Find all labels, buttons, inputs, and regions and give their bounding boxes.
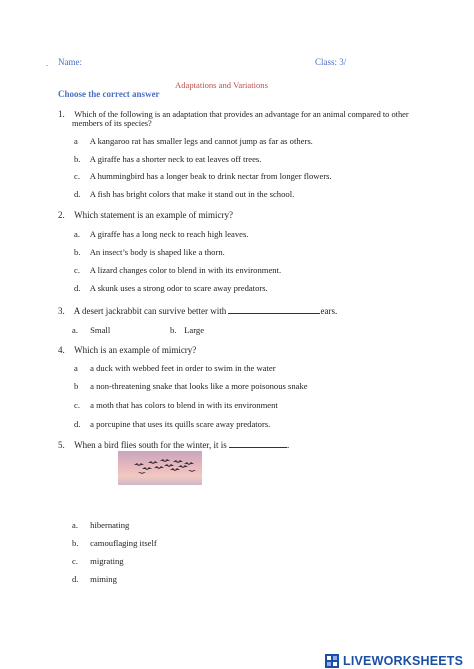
option-letter: c. xyxy=(72,556,78,566)
question-1 xyxy=(58,109,409,119)
question-text-after: . xyxy=(286,440,290,450)
question-3 xyxy=(58,305,337,316)
option-2d[interactable] xyxy=(74,283,268,293)
option-5a[interactable] xyxy=(72,520,129,530)
option-5b[interactable] xyxy=(72,538,157,548)
question-number: 2. xyxy=(58,210,65,220)
option-text: migrating xyxy=(90,556,124,566)
option-letter: a. xyxy=(74,229,80,239)
option-letter: d. xyxy=(74,189,81,199)
option-4a[interactable] xyxy=(74,363,276,373)
option-1d[interactable] xyxy=(74,189,294,199)
option-letter: a xyxy=(74,363,78,373)
option-letter: a xyxy=(74,136,78,146)
option-2c[interactable] xyxy=(74,265,281,275)
option-text: A lizard changes color to blend in with its environment. xyxy=(89,265,282,275)
option-letter: b. xyxy=(74,247,81,257)
option-4c[interactable] xyxy=(74,400,278,410)
option-text: A skunk uses a strong odor to scare away predators. xyxy=(89,283,268,293)
option-1b[interactable] xyxy=(74,154,261,164)
option-text: A kangaroo rat has smaller legs and cannot jump as far as others. xyxy=(89,136,313,146)
option-4d[interactable] xyxy=(74,419,270,429)
option-text: miming xyxy=(90,574,117,584)
option-text: camouflaging itself xyxy=(90,538,157,548)
answer-blank[interactable] xyxy=(228,305,320,314)
option-letter: b. xyxy=(72,538,79,548)
option-5c[interactable] xyxy=(72,556,124,566)
question-2 xyxy=(58,210,233,220)
worksheet-title: Adaptations and Variations xyxy=(175,80,268,90)
option-text: A giraffe has a long neck to reach high leaves. xyxy=(89,229,249,239)
liveworksheets-logo xyxy=(322,653,474,669)
option-text: hibernating xyxy=(90,520,130,530)
option-1a[interactable] xyxy=(74,136,313,146)
question-number: 5. xyxy=(58,440,65,450)
option-letter: a. xyxy=(72,325,78,335)
option-text: a non-threatening snake that looks like a more poisonous snake xyxy=(90,381,308,391)
answer-blank[interactable] xyxy=(229,439,290,450)
liveworksheets-icon xyxy=(324,653,342,669)
option-3b[interactable] xyxy=(170,325,204,335)
option-letter: d. xyxy=(72,574,79,584)
option-text: A fish has bright colors that make it stand out in the school. xyxy=(89,189,295,199)
question-number: 4. xyxy=(58,345,65,355)
class-label: Class: 3/ xyxy=(315,57,347,67)
option-letter: b. xyxy=(74,154,81,164)
question-text-after: ears. xyxy=(320,306,338,316)
option-2a[interactable] xyxy=(74,229,248,239)
option-text: Small xyxy=(90,325,111,335)
birds-flying-image xyxy=(118,451,202,485)
question-text: A desert jackrabbit can survive better with xyxy=(73,306,227,316)
option-letter: b xyxy=(74,381,79,391)
option-text: a porcupine that uses its quills scare away predators. xyxy=(90,419,271,429)
brand-text: LIVEWORKSHEETS xyxy=(343,654,464,668)
option-text: Large xyxy=(184,325,205,335)
question-text: When a bird flies south for the winter, it is xyxy=(74,440,227,450)
instructions-heading: Choose the correct answer xyxy=(58,89,160,99)
option-letter: c. xyxy=(74,400,80,410)
option-text: a duck with webbed feet in order to swim in the water xyxy=(90,363,276,373)
option-4b[interactable] xyxy=(74,381,308,391)
option-text: A giraffe has a shorter neck to eat leaves off trees. xyxy=(89,154,262,164)
question-text: Which of the following is an adaptation that provides an advantage for an animal compared to other xyxy=(74,110,409,119)
question-5 xyxy=(58,439,289,450)
option-letter: b. xyxy=(170,325,177,335)
option-3a[interactable] xyxy=(72,325,110,335)
question-number: 3. xyxy=(58,306,65,316)
question-4 xyxy=(58,345,196,355)
option-5d[interactable] xyxy=(72,574,117,584)
option-letter: a. xyxy=(72,520,78,530)
question-1-line2: members of its species? xyxy=(72,119,152,128)
option-letter: c. xyxy=(74,171,80,181)
option-letter: d. xyxy=(74,419,81,429)
question-text: Which is an example of mimicry? xyxy=(74,345,197,355)
option-1c[interactable] xyxy=(74,171,332,181)
option-text: A hummingbird has a longer beak to drink nectar from longer flowers. xyxy=(89,171,332,181)
header-dot: . xyxy=(46,59,48,68)
option-2b[interactable] xyxy=(74,247,225,257)
option-text: a moth that has colors to blend in with its environment xyxy=(90,400,278,410)
option-letter: c. xyxy=(74,265,80,275)
option-text: An insect’s body is shaped like a thorn. xyxy=(89,247,225,257)
question-text: Which statement is an example of mimicry? xyxy=(74,210,234,220)
option-letter: d. xyxy=(74,283,81,293)
name-label: Name: xyxy=(58,57,82,67)
question-number: 1. xyxy=(58,109,65,119)
